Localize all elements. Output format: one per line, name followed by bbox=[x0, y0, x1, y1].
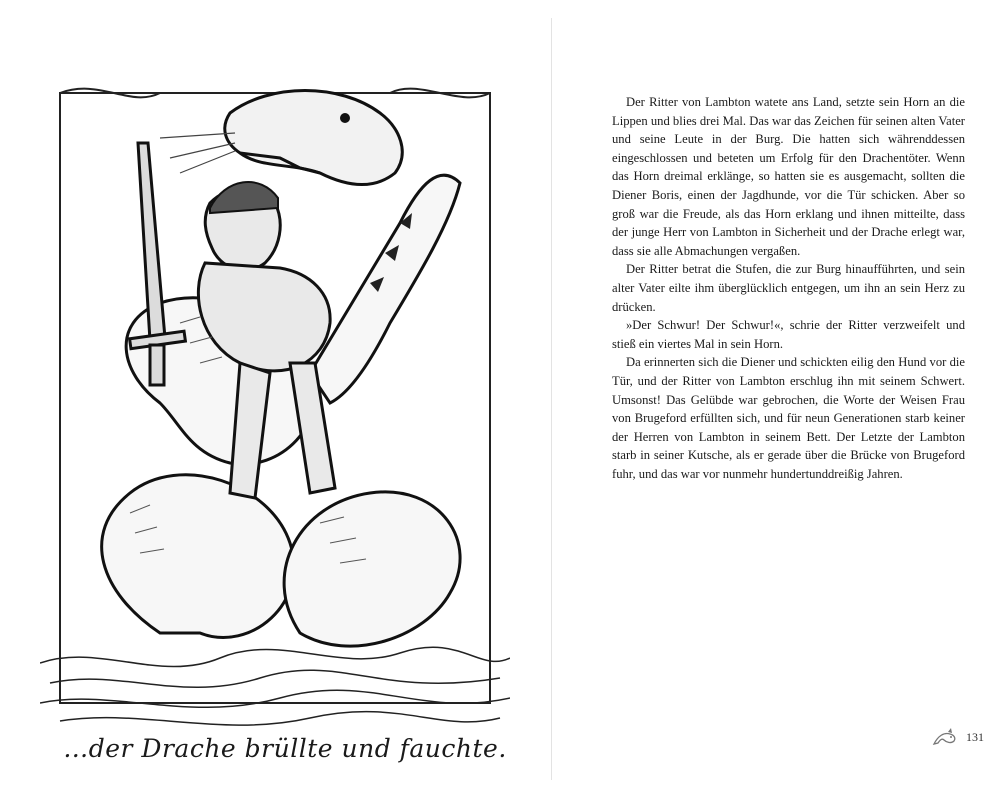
page-number: 131 bbox=[966, 729, 984, 744]
left-page bbox=[0, 18, 552, 780]
paragraph: »Der Schwur! Der Schwur!«, schrie der Ritter verzweifelt und stieß ein viertes Mal in sein Horn. bbox=[612, 318, 965, 351]
page-footer bbox=[932, 726, 984, 748]
knight-dragon-illustration bbox=[40, 73, 510, 773]
story-text bbox=[612, 93, 965, 483]
paragraph: Der Ritter betrat die Stufen, die zur Burg hinaufführten, und sein alter Vater eilte ihm überglücklich entgegen, um ihn an sein Herz zu drücken. bbox=[612, 262, 965, 314]
paragraph: Da erinnerten sich die Diener und schickten eilig den Hund vor die Tür, und der Ritter von Lambton erschlug ihn mit seinem Schwert. Umsonst! Das Gelübde war gebrochen, die Worte der Weisen Frau von Brugeford erfüllten sich, und für neun Generationen starb keiner der Herren von Lambton in seinem Bett. Der Letzte der Lambton starb in seiner Kutsche, als er gerade über die Brücke von Brugeford fuhr, und das war vor nunmehr hundertunddreißig Jahren. bbox=[612, 355, 965, 481]
dragon-ornament-icon bbox=[932, 726, 958, 748]
illustration-caption: …der Drache brüllte und fauchte. bbox=[63, 733, 507, 763]
paragraph: Der Ritter von Lambton watete ans Land, setzte sein Horn an die Lippen und blies drei Mal. Das war das Zeichen für seinen alten Vater und seine Leute in der Burg. Die hatten sich währenddessen eingeschlossen und beteten um Erfolg für den Drachentöter. Wenn das Horn dreimal erklänge, so hatten sie es ausgemacht, sollten die Diener Boris, einen der Jagdhunde, vor die Tür schicken. Aber so groß war die Freude, als das Horn erklang und ihnen mitteilte, dass der junge Herr von Lambton in Sicherheit und der Drache erlegt war, dass sie alle Abmachungen vergaßen. bbox=[612, 95, 965, 258]
right-page bbox=[552, 18, 1000, 780]
